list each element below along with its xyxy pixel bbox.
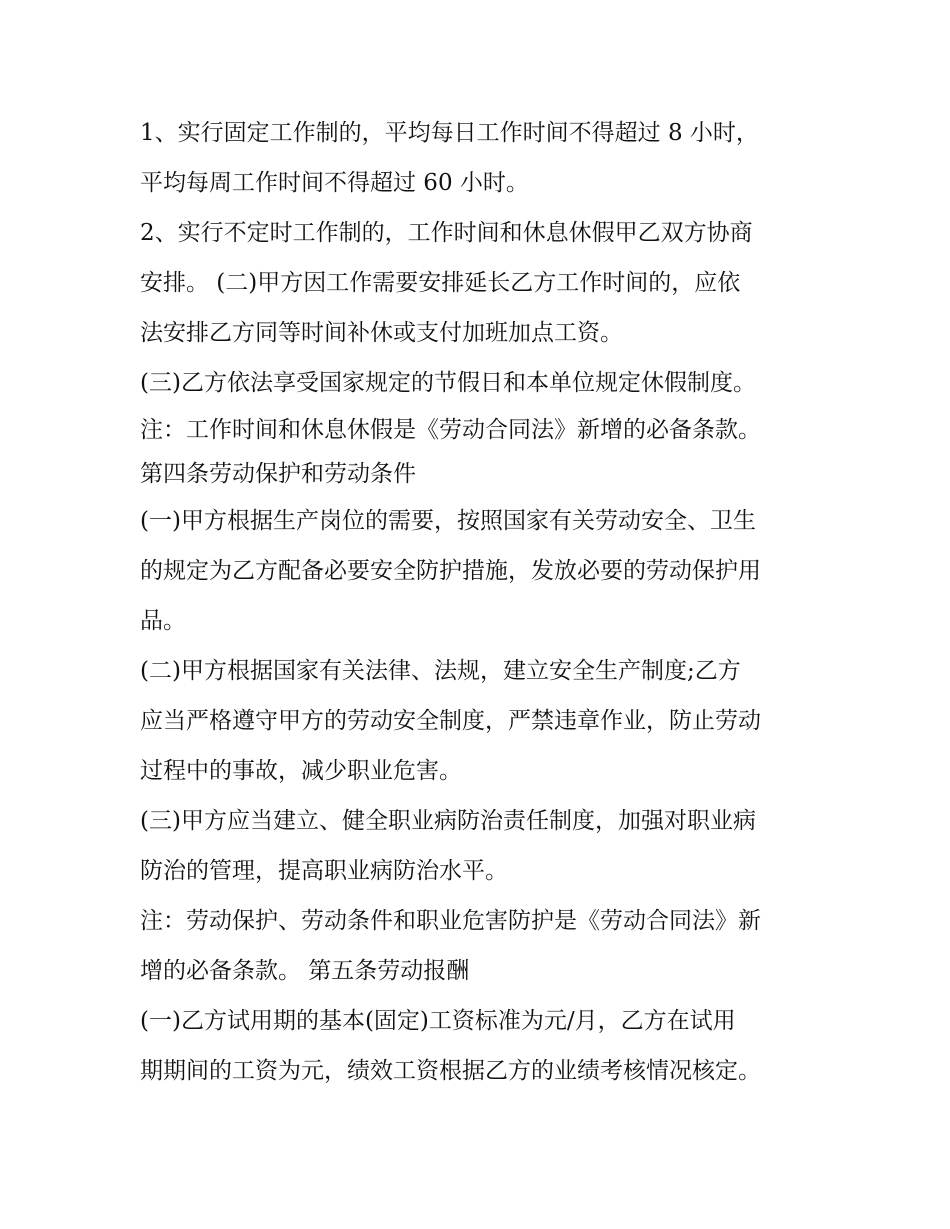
text-line-12: (二)甲方根据国家有关法律、法规，建立安全生产制度;乙方 <box>140 658 741 684</box>
document-body <box>140 108 820 1096</box>
text-line-16: 防治的管理，提高职业病防治水平。 <box>140 858 508 884</box>
text-line-13: 应当严格遵守甲方的劳动安全制度，严禁违章作业，防止劳动 <box>140 708 761 734</box>
text-line-14: 过程中的事故，减少职业危害。 <box>140 758 462 784</box>
text-line-17: 注：劳动保护、劳动条件和职业危害防护是《劳动合同法》新 <box>140 908 761 934</box>
text-line-9: (一)甲方根据生产岗位的需要，按照国家有关劳动安全、卫生 <box>140 508 756 534</box>
text-line-4: 安排。 (二)甲方因工作需要安排延长乙方工作时间的，应依 <box>140 270 741 296</box>
section-heading-article-4: 第四条劳动保护和劳动条件 <box>140 461 416 487</box>
text-line-3: 2、实行不定时工作制的，工作时间和休息休假甲乙双方协商 <box>140 220 753 246</box>
text-line-15: (三)甲方应当建立、健全职业病防治责任制度，加强对职业病 <box>140 808 756 834</box>
text-line-1: 1、实行固定工作制的，平均每日工作时间不得超过 8 小时， <box>140 120 759 146</box>
text-line-18: 增的必备条款。 第五条劳动报酬 <box>140 958 470 984</box>
text-line-20: 期期间的工资为元，绩效工资根据乙方的业绩考核情况核定。 <box>140 1058 761 1084</box>
text-line-7: 注：工作时间和休息休假是《劳动合同法》新增的必备条款。 <box>140 417 761 443</box>
text-line-19: (一)乙方试用期的基本(固定)工资标准为元/月，乙方在试用 <box>140 1008 736 1034</box>
text-line-5: 法安排乙方同等时间补休或支付加班加点工资。 <box>140 320 623 346</box>
text-line-6: (三)乙方依法享受国家规定的节假日和本单位规定休假制度。 <box>140 370 756 396</box>
text-line-2: 平均每周工作时间不得超过 60 小时。 <box>140 170 529 196</box>
text-line-10: 的规定为乙方配备必要安全防护措施，发放必要的劳动保护用 <box>140 558 761 584</box>
text-line-11: 品。 <box>140 608 186 634</box>
